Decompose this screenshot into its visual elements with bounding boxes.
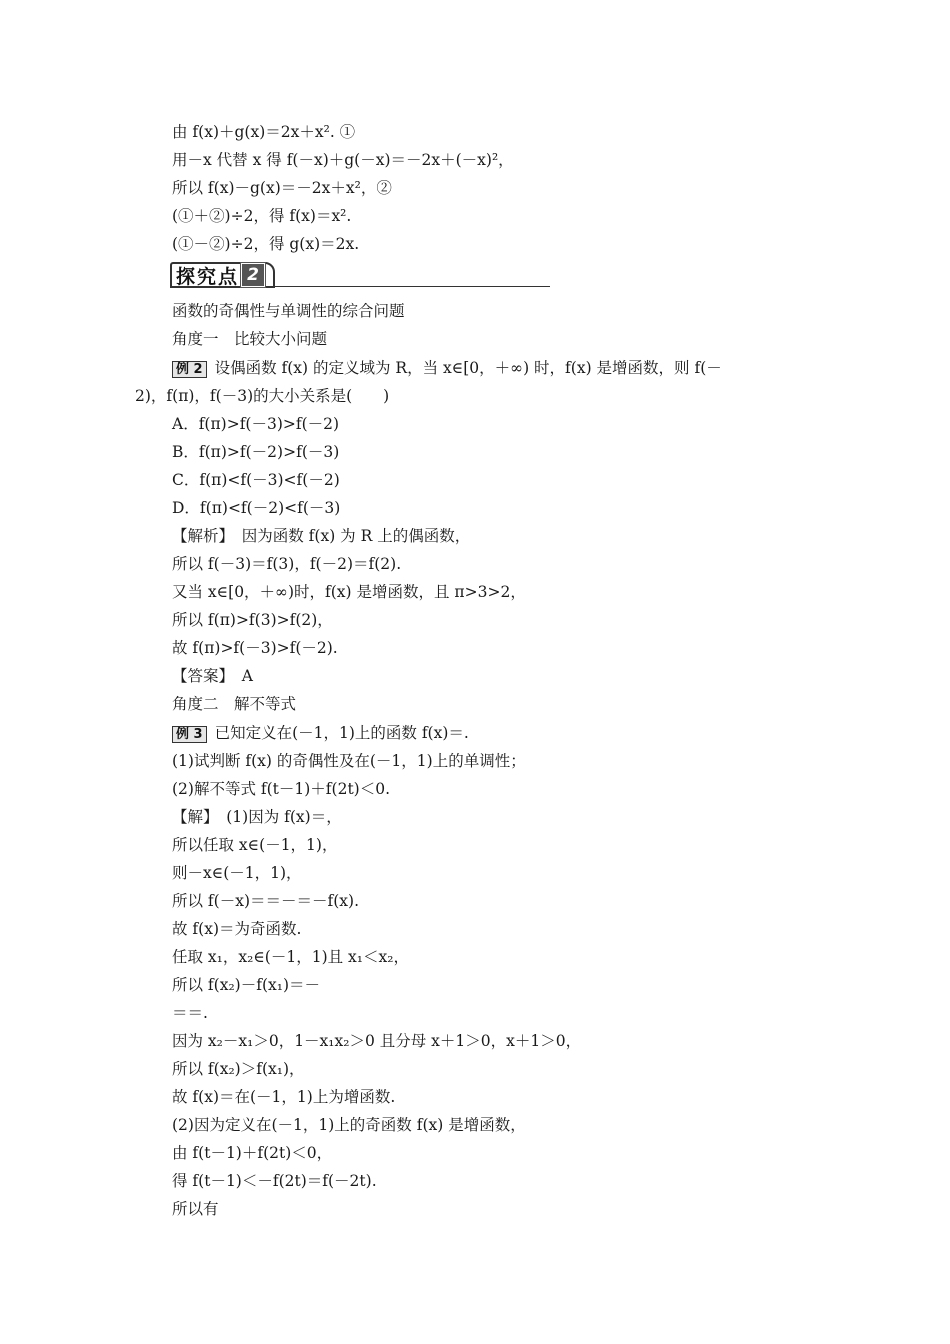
topic-heading: 函数的奇偶性与单调性的综合问题 [172, 302, 405, 320]
solution-line: ＝＝. [172, 1004, 208, 1022]
solution-line: 由 f(t－1)＋f(2t)＜0， [172, 1144, 333, 1162]
example-2-line-continued: 2)，f(π)，f(－3)的大小关系是( ) [135, 387, 390, 405]
solution-line: 则－x∈(－1，1)， [172, 864, 302, 882]
intro-line: 用－x 代替 x 得 f(－x)＋g(－x)＝－2x＋(－x)²， [172, 151, 514, 169]
solution-line: 所以 f(－x)＝＝－＝－f(x). [172, 892, 359, 910]
solution-line: 任取 x₁，x₂∈(－1，1)且 x₁＜x₂， [172, 948, 409, 966]
example-2-text: 设偶函数 f(x) 的定义域为 R，当 x∈[0，＋∞) 时，f(x) 是增函数，则 f(－ [214, 359, 722, 377]
option-c: C．f(π)<f(－3)<f(－2) [172, 471, 340, 489]
example-3-part: (1)试判断 f(x) 的奇偶性及在(－1，1)上的单调性； [172, 752, 526, 770]
analysis-line: 又当 x∈[0，＋∞)时，f(x) 是增函数，且 π>3>2， [172, 583, 526, 601]
option-a: A．f(π)>f(－3)>f(－2) [172, 415, 340, 433]
solution-line: 所以有 [172, 1200, 219, 1218]
angle-heading: 角度二 解不等式 [172, 695, 297, 713]
angle-heading: 角度一 比较大小问题 [172, 330, 328, 348]
solution-line: 所以任取 x∈(－1，1)， [172, 836, 338, 854]
section-header [170, 262, 550, 292]
example-3-part: (2)解不等式 f(t－1)＋f(2t)＜0. [172, 780, 391, 798]
intro-line: 由 f(x)＋g(x)＝2x＋x². ① [172, 123, 356, 141]
example-badge: 例 3 [172, 726, 207, 743]
solution-line: 【解】 (1)因为 f(x)＝， [172, 808, 342, 826]
example-badge: 例 2 [172, 361, 207, 378]
solution-line: 所以 f(x₂)－f(x₁)＝－ [172, 976, 320, 994]
solution-line: 故 f(x)＝在(－1，1)上为增函数. [172, 1088, 396, 1106]
section-title-box [170, 262, 275, 288]
section-rule [273, 286, 550, 287]
solution-line: 得 f(t－1)＜－f(2t)＝f(－2t). [172, 1172, 377, 1190]
solution-line: 所以 f(x₂)＞f(x₁)， [172, 1060, 305, 1078]
example-2-line [172, 358, 722, 378]
section-number: 2 [241, 263, 265, 287]
solution-line: 故 f(x)＝为奇函数. [172, 920, 302, 938]
option-b: B．f(π)>f(－2)>f(－3) [172, 443, 340, 461]
intro-line: (①＋②)÷2，得 f(x)＝x². [172, 207, 352, 225]
example-3-line [172, 723, 469, 743]
answer-line: 【答案】 A [172, 667, 253, 685]
example-3-text: 已知定义在(－1，1)上的函数 f(x)＝. [214, 724, 469, 742]
analysis-line: 故 f(π)>f(－3)>f(－2). [172, 639, 338, 657]
solution-line: (2)因为定义在(－1，1)上的奇函数 f(x) 是增函数， [172, 1116, 526, 1134]
option-d: D．f(π)<f(－2)<f(－3) [172, 499, 341, 517]
solution-line: 因为 x₂－x₁＞0，1－x₁x₂＞0 且分母 x＋1＞0，x＋1＞0， [172, 1032, 582, 1050]
intro-line: (①－②)÷2，得 g(x)＝2x. [172, 235, 360, 253]
analysis-line: 【解析】 因为函数 f(x) 为 R 上的偶函数， [172, 527, 471, 545]
analysis-line: 所以 f(－3)＝f(3)，f(－2)＝f(2). [172, 555, 402, 573]
intro-line: 所以 f(x)－g(x)＝－2x＋x²，② [172, 179, 392, 197]
section-title: 探究点 [176, 265, 240, 288]
analysis-line: 所以 f(π)>f(3)>f(2)， [172, 611, 333, 629]
